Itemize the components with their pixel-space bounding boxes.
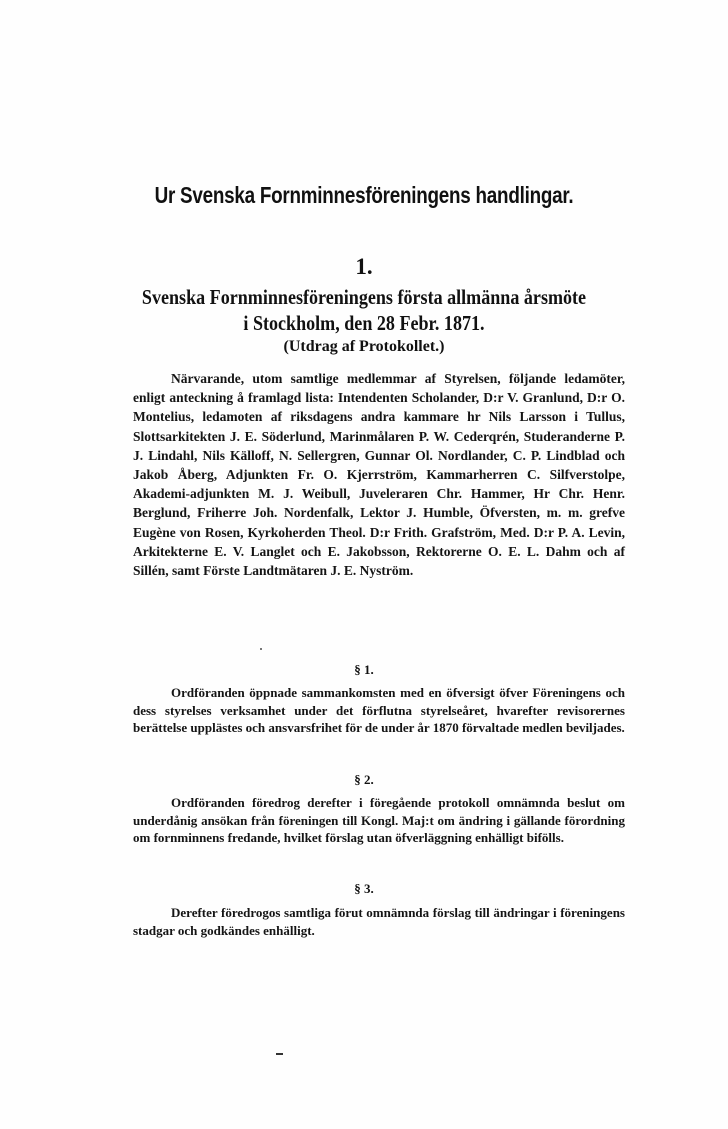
meeting-heading-line-2: i Stockholm, den 28 Febr. 1871.: [243, 311, 485, 335]
print-speck: [260, 648, 262, 650]
paragraph-1-text: Ordföranden öppnade sammankomsten med en öfversigt öfver Föreningens och dess styrelses verksamhet under det förflutna styrelseåret, hvarefter revisorernes berättelse upplästes och ansvarsfrihet för de under år 1870 förvaltade medlen beviljades.: [133, 685, 625, 736]
paragraph-header-2: § 2.: [354, 772, 374, 787]
protocol-subheading: (Utdrag af Protokollet.): [283, 338, 445, 355]
print-dash-mark: [276, 1053, 283, 1055]
paragraph-3-text: Derefter föredrogos samtliga förut omnämnda förslag till ändringar i föreningens stadgar och godkändes enhälligt.: [133, 905, 625, 938]
attendees-paragraph: Närvarande, utom samtlige medlemmar af Styrelsen, följande ledamöter, enligt anteckning å framlagd lista: Intendenten Scholander, D:r V. Granlund, D:r O. Montelius, ledamoten af riksdagens andra kammare hr Nils Larsson i Tullus, Slottsarkitekten J. E. Söderlund, Marinmålaren P. W. Cederqrén, Studeranderne P. J. Lindahl, Nils Källoff, N. Sellergren, Gunnar Ol. Nordlander, C. P. Lindblad och Jakob Åberg, Adjunkten Fr. O. Kjerrström, Kammarherren C. Silfverstolpe, Akademi-adjunkten M. J. Weibull, Juveleraren Chr. Hammer, Hr Chr. Henr. Berglund, Friherre Joh. Nordenfalk, Lektor J. Humble, Öfversten, m. m. grefve Eugène von Rosen, Kyrkoherden Theol. D:r Frith. Grafström, Med. D:r P. A. Levin, Arkitekterne E. V. Langlet och E. Jakobsson, Rektorerne O. E. L. Dahm och af Sillén, samt Förste Landtmätaren J. E. Nyström.: [133, 371, 625, 579]
paragraph-header-1: § 1.: [354, 662, 374, 677]
meeting-heading-line-1: Svenska Fornminnesföreningens första allmänna årsmöte: [141, 285, 587, 309]
page-title: Ur Svenska Fornminnesföreningens handlingar.: [154, 182, 574, 208]
paragraph-2-text: Ordföranden föredrog derefter i föregående protokoll omnämnda beslut om underdånig ansökan från föreningen till Kongl. Maj:t om ändring i gällande förordning om fornminnens fredande, hvilket förslag utan öfverläggning enhälligt bifölls.: [133, 795, 625, 846]
paragraph-header-3: § 3.: [354, 881, 374, 896]
section-number: 1.: [355, 254, 373, 279]
